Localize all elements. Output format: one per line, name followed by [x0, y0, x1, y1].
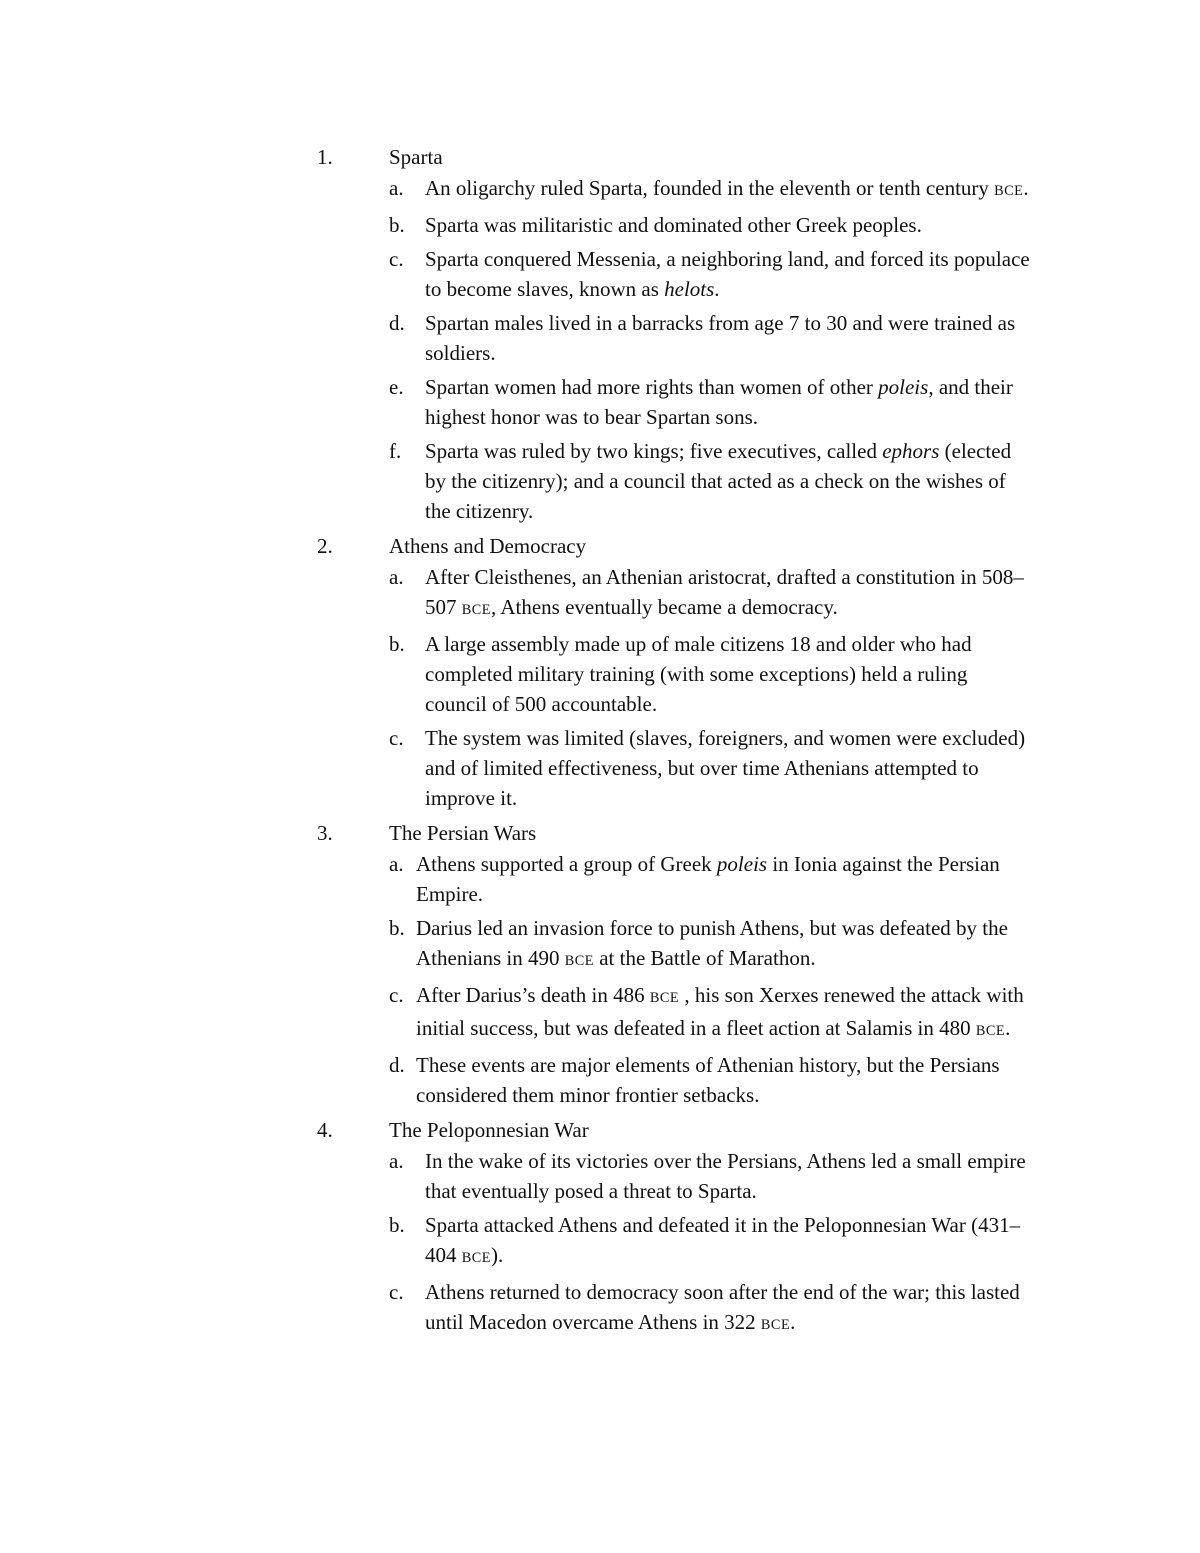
list-item [0, 210, 1200, 240]
outline-section-peloponnesian-war [0, 1114, 1200, 1340]
item-text: Darius led an invasion force to punish Athens, but was defeated by the Athenians in 490 BCE at the Battle of Marathon. [416, 916, 1008, 970]
section-number: 4. [317, 1118, 333, 1142]
outline-section-persian-wars [0, 817, 1200, 1110]
item-letter: b. [389, 213, 405, 237]
item-letter: b. [389, 1213, 405, 1237]
list-item [0, 372, 1200, 432]
item-text: Sparta was ruled by two kings; five executives, called ephors (elected by the citizenry); and a council that acted as a check on the wishes of the citizenry. [425, 439, 1012, 523]
item-text: The system was limited (slaves, foreigners, and women were excluded) and of limited effectiveness, but over time Athenians attempted to improve it. [425, 726, 1026, 810]
outline-list [0, 141, 1200, 1344]
item-letter: e. [389, 375, 404, 399]
item-letter: a. [389, 176, 404, 200]
list-item [0, 173, 1200, 206]
item-text: Sparta attacked Athens and defeated it in the Peloponnesian War (431–404 BCE). [425, 1213, 1021, 1267]
item-text: Spartan women had more rights than women of other poleis, and their highest honor was to bear Spartan sons. [425, 375, 1013, 429]
item-text: After Darius’s death in 486 BCE , his son Xerxes renewed the attack with initial success, but was defeated in a fleet action at Salamis in 480 BCE. [416, 983, 1024, 1040]
list-item [0, 1210, 1200, 1273]
list-item [0, 723, 1200, 813]
section-title: The Persian Wars [389, 821, 537, 845]
item-letter: c. [389, 1280, 404, 1304]
section-title: The Peloponnesian War [389, 1118, 589, 1142]
item-text: After Cleisthenes, an Athenian aristocrat, drafted a constitution in 508–507 BCE, Athens eventually became a democracy. [425, 565, 1024, 619]
list-item [0, 849, 1200, 909]
list-item [0, 1277, 1200, 1340]
item-text: Athens supported a group of Greek poleis in Ionia against the Persian Empire. [416, 852, 1000, 906]
item-letter: a. [389, 1149, 404, 1173]
section-heading [0, 530, 1200, 562]
item-letter: a. [389, 852, 404, 876]
item-text: These events are major elements of Athenian history, but the Persians considered them minor frontier setbacks. [416, 1053, 1000, 1107]
list-item [0, 436, 1200, 526]
list-item [0, 244, 1200, 304]
section-title: Athens and Democracy [389, 534, 587, 558]
item-text: Sparta was militaristic and dominated other Greek peoples. [425, 213, 922, 237]
section-number: 1. [317, 145, 333, 169]
list-item [0, 562, 1200, 625]
item-text: An oligarchy ruled Sparta, founded in the eleventh or tenth century BCE. [425, 176, 1029, 200]
list-item [0, 629, 1200, 719]
list-item [0, 980, 1200, 1046]
item-letter: b. [389, 632, 405, 656]
list-item [0, 1050, 1200, 1110]
item-letter: f. [389, 439, 402, 463]
section-number: 2. [317, 534, 333, 558]
item-letter: b. [389, 916, 405, 940]
item-text: Spartan males lived in a barracks from age 7 to 30 and were trained as soldiers. [425, 311, 1016, 365]
outline-section-sparta [0, 141, 1200, 526]
outline-section-athens-democracy [0, 530, 1200, 813]
section-heading [0, 1114, 1200, 1146]
item-letter: d. [389, 1053, 405, 1077]
item-text: In the wake of its victories over the Persians, Athens led a small empire that eventually posed a threat to Sparta. [425, 1149, 1026, 1203]
section-heading [0, 817, 1200, 849]
section-heading [0, 141, 1200, 173]
item-text: A large assembly made up of male citizens 18 and older who had completed military training (with some exceptions) held a ruling council of 500 accountable. [425, 632, 972, 716]
section-number: 3. [317, 821, 333, 845]
item-letter: c. [389, 983, 404, 1007]
item-text: Athens returned to democracy soon after the end of the war; this lasted until Macedon overcame Athens in 322 BCE. [425, 1280, 1020, 1334]
list-item [0, 1146, 1200, 1206]
section-title: Sparta [389, 145, 443, 169]
item-letter: d. [389, 311, 405, 335]
item-letter: a. [389, 565, 404, 589]
list-item [0, 913, 1200, 976]
list-item [0, 308, 1200, 368]
item-letter: c. [389, 726, 404, 750]
item-letter: c. [389, 247, 404, 271]
item-text: Sparta conquered Messenia, a neighboring land, and forced its populace to become slaves, known as helots. [425, 247, 1030, 301]
